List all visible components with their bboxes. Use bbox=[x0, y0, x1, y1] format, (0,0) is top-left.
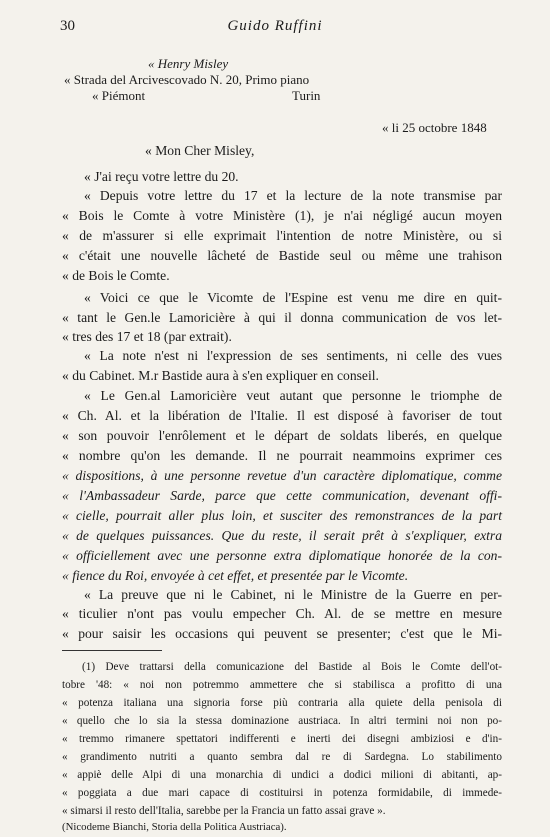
body-line: « nombre qu'on les demande. Il ne pourrait neammoins exprimer ces bbox=[62, 448, 502, 463]
body-line: « cielle, pourrait aller plus loin, et susciter des remonstrances de la part bbox=[62, 508, 502, 523]
body-line: « l'Ambassadeur Sarde, parce que cette communication, devenant offi- bbox=[62, 488, 502, 503]
body-line: « tant le Gen.le Lamoricière à qui il donna communication de vos let- bbox=[62, 310, 502, 325]
address-region: « Piémont bbox=[92, 88, 146, 103]
body-line: « son pouvoir l'enrôlement et le départ de soldats liberés, en quelque bbox=[62, 428, 502, 443]
street-address: « Strada del Arcivescovado N. 20, Primo piano bbox=[64, 72, 310, 87]
body-line: « de Bois le Comte. bbox=[62, 268, 170, 283]
recipient-name: « Henry Misley bbox=[148, 56, 229, 71]
address-city: Turin bbox=[292, 88, 321, 103]
body-line: « c'était une nouvelle lâcheté de Bastide seul ou même une trahison bbox=[62, 248, 502, 263]
salutation: « Mon Cher Misley, bbox=[145, 143, 255, 158]
body-line: « Ch. Al. et la libération de l'Italie. Il est disposé à favoriser de tout bbox=[62, 408, 502, 423]
body-line: « J'ai reçu votre lettre du 20. bbox=[84, 169, 239, 184]
footnote-line: « tremmo rimanere spettatori indifferenti e inerti dei disegni ambiziosi e d'in- bbox=[62, 733, 502, 745]
body-line: « du Cabinet. M.r Bastide aura à s'en expliquer en conseil. bbox=[62, 368, 379, 383]
body-line: « tres des 17 et 18 (par extrait). bbox=[62, 329, 232, 344]
body-line: « Depuis votre lettre du 17 et la lecture de la note transmise par bbox=[84, 188, 502, 203]
body-line: « pour saisir les occasions qui peuvent se presenter; c'est que le Mi- bbox=[62, 626, 502, 641]
page-number: 30 bbox=[60, 18, 75, 34]
letter-date: « li 25 octobre 1848 bbox=[382, 120, 487, 135]
footnote-line: « quello che lo sia la stessa dominazione austriaca. In altri termini noi non po- bbox=[62, 715, 502, 727]
footnote-citation: (Nicodeme Bianchi, Storia della Politica Austriaca). bbox=[62, 821, 287, 833]
footnote-line: « grandimento nutriti a quanto sembra dal re di Sardegna. Lo stabilimento bbox=[62, 751, 502, 763]
footnote-divider bbox=[62, 650, 162, 651]
body-line: « fience du Roi, envoyée à cet effet, et presentée par le Vicomte. bbox=[62, 568, 409, 583]
body-line: « Bois le Comte à votre Ministère (1), je n'ai négligé aucun moyen bbox=[62, 208, 502, 223]
footnote-line: « appiè delle Alpi di una monarchia di undici a dodici milioni di abitanti, ap- bbox=[62, 769, 502, 781]
page-header bbox=[60, 18, 490, 40]
body-line: « Le Gen.al Lamoricière veut autant que personne le triomphe de bbox=[84, 388, 502, 403]
body-line: « de m'assurer si elle exprimait l'intention de notre Ministère, ou si bbox=[62, 228, 502, 243]
footnote-line: « simarsi il resto dell'Italia, sarebbe per la Francia un fatto assai grave ». bbox=[62, 805, 386, 817]
footnote-line: « potenza italiana una signoria forse più contraria alla quiete della penisola di bbox=[62, 697, 502, 709]
body-line: « La preuve que ni le Cabinet, ni le Ministre de la Guerre en per- bbox=[84, 587, 502, 602]
footnote-line: (1) Deve trattarsi della comunicazione del Bastide al Bois le Comte dell'ot- bbox=[82, 661, 502, 673]
footnote-line: « poggiata a due mari capace di costituirsi in potenza formidabile, di immede- bbox=[62, 787, 502, 799]
body-line: « La note n'est ni l'expression de ses sentiments, ni celle des vues bbox=[84, 348, 502, 363]
body-line: « ticulier n'ont pas voulu empecher Ch. Al. de se mettre en mesure bbox=[62, 606, 502, 621]
body-line: « Voici ce que le Vicomte de l'Espine est venu me dire en quit- bbox=[84, 290, 502, 305]
body-line: « de quelques puissances. Que du reste, il serait prêt à s'expliquer, extra bbox=[62, 528, 502, 543]
footnote-line: tobre '48: « noi non potremmo ammettere che si stabilisca a profitto di una bbox=[62, 679, 502, 691]
running-title: Guido Ruffini bbox=[227, 18, 323, 34]
body-line: « dispositions, à une personne revetue d'un caractère diplomatique, comme bbox=[62, 468, 502, 483]
body-line: « officiellement avec une personne extra diplomatique honorée de la con- bbox=[62, 548, 502, 563]
